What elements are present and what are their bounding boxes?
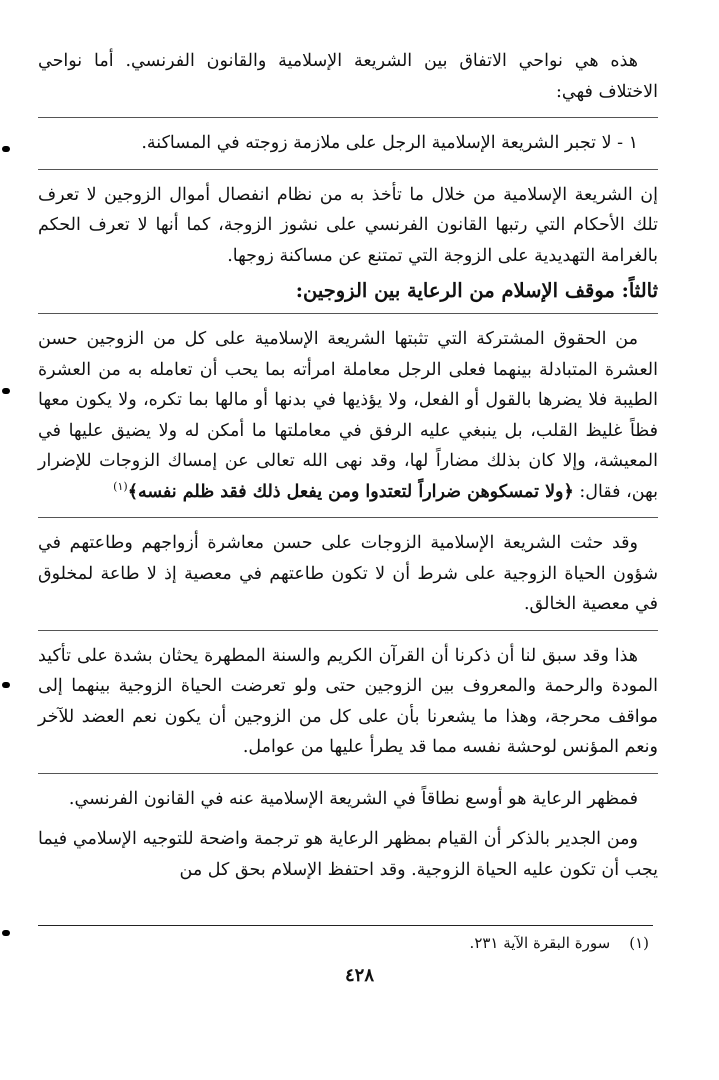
- paragraph-text: من الحقوق المشتركة التي تثبتها الشريعة الإسلامية على كل من الزوجين حسن العشرة المتبادلة بينهما فعلى الرجل معاملة امرأته بما يحب أن تعامله به من العشرة الطيبة فلا يضرها بالقول أو الفعل، ولا يؤذيها في بدنها أو مالها بما تكره، ولا يكون معها فظاً غليظ القلب، بل ينبغي عليه الرفق في معاملتها ما أمكن له ولا يضيق عليها في المعيشة، وإلا كان بذلك مضاراً لها، وقد نهى الله تعالى عن إمساك الزوجات للإضرار بهن، فقال:: [38, 329, 658, 502]
- margin-mark: [2, 146, 10, 152]
- footnote-reference: (١): [113, 479, 128, 493]
- paragraph-point-one: ١ - لا تجبر الشريعة الإسلامية الرجل على ملازمة زوجته في المساكنة.: [141, 133, 638, 153]
- page-body: [38, 46, 658, 885]
- paragraph-care-scope: فمظهر الرعاية هو أوسع نطاقاً في الشريعة الإسلامية عنه في القانون الفرنسي.: [68, 788, 638, 809]
- margin-mark: [2, 682, 10, 688]
- section-heading: ثالثاً: موقف الإسلام من الرعاية بين الزوجين:: [295, 279, 658, 302]
- paragraph-separation-of-assets: إن الشريعة الإسلامية من خلال ما تأخذ به من نظام انفصال أموال الزوجين لا تعرف تلك الأحكام التي رتبها القانون الفرنسي على نشوز الزوجة، كما أنها لا تعرف الحكم بالغرامة التهديدية على الزوجة التي تمتنع عن مساكنة زوجها.: [38, 184, 658, 266]
- footnote: [470, 932, 649, 954]
- quran-quote: ﴿ولا تمسكوهن ضراراً لتعتدوا ومن يفعل ذلك فقد ظلم نفسه﴾: [127, 481, 574, 502]
- paragraph-affection-mercy: هذا وقد سبق لنا أن ذكرنا أن القرآن الكريم والسنة المطهرة يحثان بشدة على تأكيد المودة والرحمة والمعروف بين الزوجين حتى ولو تعرضت الحياة الزوجية بينهما إلى مواقف محرجة، وهذا ما يشعرنا بأن على كل من الزوجين أن يكون نعم العضد للآخر ونعم المؤنس لوحشة نفسه مما قد يطرأ عليها من عوامل.: [38, 645, 658, 757]
- footnote-separator: [38, 925, 653, 926]
- page-number: ٤٢٨: [344, 965, 374, 986]
- paragraph-agreement-summary: هذه هي نواحي الاتفاق بين الشريعة الإسلامية والقانون الفرنسي. أما نواحي الاختلاف فهي:: [38, 51, 658, 102]
- paragraph-islamic-guidance: ومن الجدير بالذكر أن القيام بمظهر الرعاية هو ترجمة واضحة للتوجيه الإسلامي فيما يجب أن تكون عليه الحياة الزوجية. وقد احتفظ الإسلام بحق كل من: [38, 829, 658, 880]
- margin-mark: [2, 930, 10, 936]
- footnote-text: سورة البقرة الآية ٢٣١.: [469, 934, 611, 952]
- paragraph-wives-obedience: وقد حثت الشريعة الإسلامية الزوجات على حسن معاشرة أزواجهم وطاعتهم في شؤون الحياة الزوجية على شرط أن لا تكون طاعتهم في معصية إذ لا طاعة لمخلوق في معصية الخالق.: [38, 533, 658, 614]
- footnote-number: (١): [629, 934, 649, 952]
- margin-mark: [2, 388, 10, 394]
- paragraph-mutual-rights: [38, 324, 658, 507]
